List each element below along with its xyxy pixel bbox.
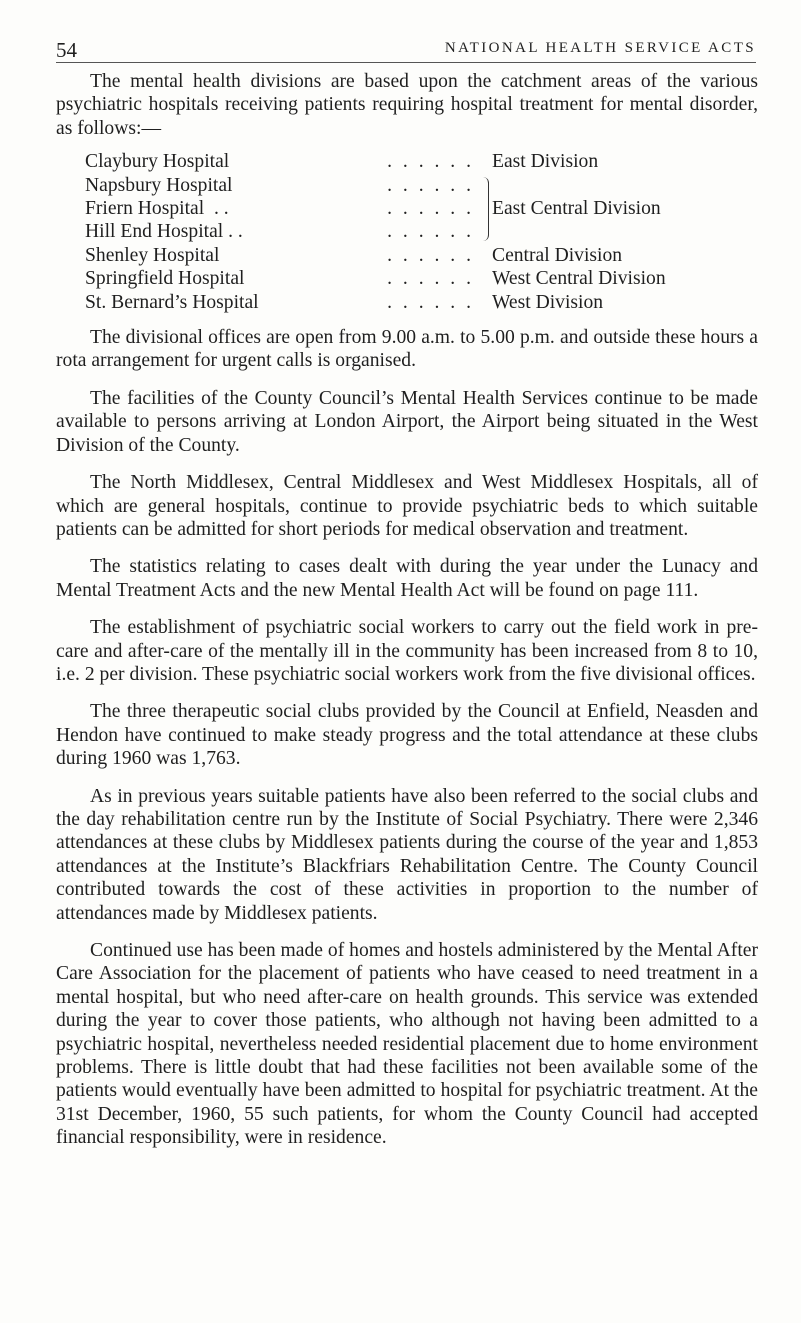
- hospital-name: Hill End Hospital . .: [85, 221, 243, 243]
- hospital-name: Napsbury Hospital: [85, 174, 233, 196]
- leader-dots: . . . . . .: [387, 221, 474, 243]
- hospital-name: Springfield Hospital: [85, 268, 245, 290]
- hospital-name: St. Bernard’s Hospital: [85, 291, 259, 313]
- table-row: [85, 150, 725, 173]
- page-number: 54: [56, 38, 77, 62]
- paragraph-after-care: Continued use has been made of homes and hostels administered by the Mental After Care Association for the placement of patients who have ceased to need treatment in a mental hospital, but who need after-care on health grounds. This service was extended during the year to cover those patients, who although not having been admitted to a psychiatric hospital, nevertheless needed residential placement due to home environment problems. There is little doubt that had these facilities not been available some of the patients would eventually have been admitted to hospital for psychiatric treatment. At the 31st December, 1960, 55 such patients, for whom the County Council had accepted financial responsibility, were in residence.: [56, 940, 758, 1149]
- paragraph-general-hospitals: The North Middlesex, Central Middlesex and West Middlesex Hospitals, all of which are general hospitals, continue to provide psychiatric beds to which suitable patients can be admitted for short periods for medical observation and treatment.: [56, 472, 758, 540]
- intro-paragraph: The mental health divisions are based upon the catchment areas of the various psychiatric hospitals receiving patients requiring hospital treatment for mental disorder, as follows:—: [56, 71, 758, 139]
- running-title: NATIONAL HEALTH SERVICE ACTS: [444, 40, 756, 56]
- division-name: Central Division: [492, 244, 623, 266]
- division-name: West Division: [492, 291, 604, 313]
- division-name: West Central Division: [492, 268, 666, 290]
- paragraph-statistics: The statistics relating to cases dealt with during the year under the Lunacy and Mental Treatment Acts and the new Mental Health Act will be found on page 111.: [56, 556, 758, 601]
- leader-dots: . . . . . .: [387, 174, 474, 196]
- table-row: [85, 220, 725, 243]
- brace-cell: [482, 174, 492, 197]
- hospital-name: Friern Hospital . .: [85, 198, 229, 220]
- table-row: [85, 267, 725, 290]
- leader-dots: . . . . . .: [387, 268, 474, 290]
- leader-dots: . . . . . .: [387, 291, 474, 313]
- body-text: [56, 70, 758, 1164]
- paragraph-social-workers: The establishment of psychiatric social workers to carry out the field work in pre-care and after-care of the mentally ill in the community has been increased from 8 to 10, i.e. 2 per division. These psychiatric social workers work from the five divisional offices.: [56, 617, 758, 685]
- leader-dots: . . . . . .: [387, 244, 474, 266]
- page-header: [56, 36, 756, 63]
- paragraph-office-hours: The divisional offices are open from 9.00 a.m. to 5.00 p.m. and outside these hours a rota arrangement for urgent calls is organised.: [56, 327, 758, 372]
- hospital-name: Shenley Hospital: [85, 244, 220, 266]
- paragraph-social-clubs: The three therapeutic social clubs provided by the Council at Enfield, Neasden and Hendon have continued to make steady progress and the total attendance at these clubs during 1960 was 1,763.: [56, 701, 758, 770]
- division-name: East Central Division: [492, 198, 661, 220]
- table-row: [85, 174, 725, 197]
- table-row: [85, 197, 725, 220]
- paragraph-airport: The facilities of the County Council’s Mental Health Services continue to be made available to persons arriving at London Airport, the Airport being situated in the West Division of the County.: [56, 387, 758, 456]
- leader-dots: . . . . . .: [387, 198, 474, 220]
- division-name: [492, 174, 725, 197]
- leader-dots: . . . . . .: [387, 151, 474, 173]
- table-row: [85, 291, 725, 314]
- table-row: [85, 244, 725, 267]
- division-name: [492, 220, 725, 243]
- paragraph-institute: As in previous years suitable patients have also been referred to the social clubs and the day rehabilitation centre run by the Institute of Social Psychiatry. There were 2,346 attendances at these clubs by Middlesex patients during the course of the year and 1,853 attendances at the Institute’s Blackfriars Rehabilitation Centre. The County Council contributed towards the cost of these activities in proportion to the number of attendances made by Middlesex patients.: [56, 785, 758, 924]
- division-name: East Division: [492, 151, 599, 173]
- hospital-name: Claybury Hospital: [85, 151, 230, 173]
- hospital-division-table: [85, 150, 725, 314]
